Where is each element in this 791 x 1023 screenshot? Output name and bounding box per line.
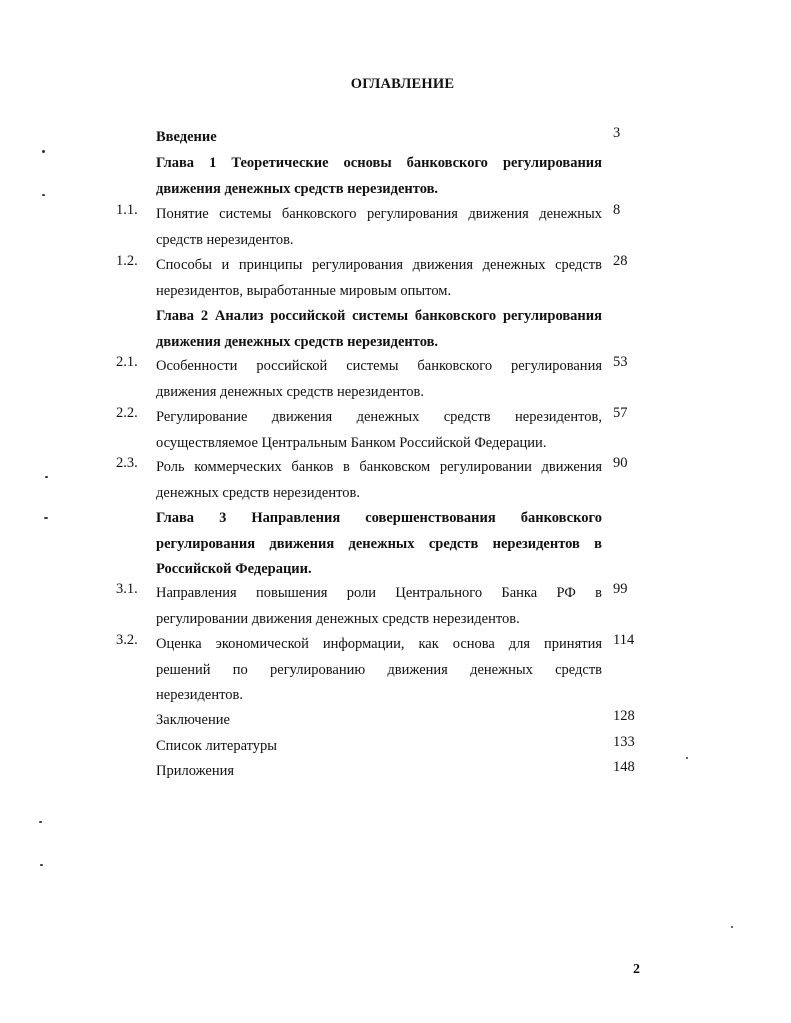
scan-speck xyxy=(40,864,43,866)
toc-entry-page: 128 xyxy=(613,708,635,724)
toc-entry-number: 3.2. xyxy=(116,632,138,648)
toc-entry-title xyxy=(156,708,602,734)
toc-entry-line: Заключение xyxy=(156,712,230,728)
toc-entry-number: 1.1. xyxy=(116,202,138,218)
toc-entry-page: 114 xyxy=(613,632,635,648)
toc-entry-title xyxy=(156,506,602,583)
toc-entry-line: движения денежных средств нерезидентов. xyxy=(156,333,439,350)
toc-entry-line: Глава 3 Направления совершенствования банковского xyxy=(156,510,602,526)
toc-entry-page: 28 xyxy=(613,253,628,269)
toc-entry-line: осуществляемое Центральным Банком Российской Федерации. xyxy=(156,434,547,451)
toc-entry-number: 2.3. xyxy=(116,455,138,471)
toc-entry-title xyxy=(156,455,602,506)
toc-entry-line: Регулирование движения денежных средств нерезидентов, xyxy=(156,409,602,425)
toc-entry-page: 53 xyxy=(613,354,628,370)
toc-entry-number: 3.1. xyxy=(116,581,138,597)
toc-entry-title xyxy=(156,632,602,709)
toc-entry-line: Особенности российской системы банковского регулирования xyxy=(156,358,602,374)
toc-entry-line: Российской Федерации. xyxy=(156,561,312,577)
scan-speck xyxy=(42,194,45,196)
scan-speck xyxy=(39,821,42,823)
toc-entry-title xyxy=(156,304,602,355)
toc-entry-line: регулировании движения денежных средств нерезидентов. xyxy=(156,610,520,627)
toc-entry-title xyxy=(156,354,602,405)
toc-entry-line: движения денежных средств нерезидентов. xyxy=(156,383,425,400)
toc-entry-line: средств нерезидентов. xyxy=(156,231,294,248)
toc-entry-number: 2.2. xyxy=(116,405,138,421)
toc-entry-line: Введение xyxy=(156,129,217,145)
toc-entry-page: 133 xyxy=(613,734,635,750)
scan-speck xyxy=(42,150,45,153)
toc-entry-title xyxy=(156,734,602,760)
scan-speck xyxy=(45,476,48,478)
toc-entry-title xyxy=(156,759,602,785)
toc-entry-line: Роль коммерческих банков в банковском регулировании движения xyxy=(156,459,602,475)
page-title: ОГЛАВЛЕНИЕ xyxy=(350,76,455,92)
toc-entry-line: Оценка экономической информации, как основа для принятия xyxy=(156,636,602,652)
page-number: 2 xyxy=(633,962,640,977)
toc-entry-line: решений по регулированию движения денежных средств xyxy=(156,661,602,678)
toc-entry-title xyxy=(156,405,602,456)
toc-entry-line: регулирования движения денежных средств нерезидентов в xyxy=(156,535,602,552)
toc-entry-page: 99 xyxy=(613,581,628,597)
toc-entry-title xyxy=(156,151,602,202)
toc-entry-title xyxy=(156,253,602,304)
toc-entry-line: Приложения xyxy=(156,763,235,779)
toc-entry-page: 8 xyxy=(613,202,621,218)
scan-speck xyxy=(686,757,688,759)
toc-entry-page: 90 xyxy=(613,455,628,471)
toc-entry-line: движения денежных средств нерезидентов. xyxy=(156,180,439,197)
toc-entry-line: Способы и принципы регулирования движения денежных средств xyxy=(156,257,602,273)
toc-entry-line: нерезидентов. xyxy=(156,687,243,703)
toc-entry-line: Направления повышения роли Центрального Банка РФ в xyxy=(156,585,602,601)
toc-entry-number: 2.1. xyxy=(116,354,138,370)
toc-entry-line: нерезидентов, выработанные мировым опытом. xyxy=(156,282,452,299)
toc-entry-title xyxy=(156,581,602,632)
toc-entry-page: 3 xyxy=(613,125,621,141)
toc-entry-title xyxy=(156,125,602,151)
scan-speck xyxy=(44,517,48,519)
toc-entry-number: 1.2. xyxy=(116,253,138,269)
toc-entry-title xyxy=(156,202,602,253)
scan-speck xyxy=(731,926,733,928)
toc-entry-line: денежных средств нерезидентов. xyxy=(156,484,360,501)
toc-entry-page: 148 xyxy=(613,759,635,775)
toc-entry-line: Глава 2 Анализ российской системы банковского регулирования xyxy=(156,308,602,324)
toc-entry-line: Понятие системы банковского регулирования движения денежных xyxy=(156,206,602,222)
toc-entry-line: Глава 1 Теоретические основы банковского регулирования xyxy=(156,155,602,171)
toc-entry-page: 57 xyxy=(613,405,628,421)
toc-entry-line: Список литературы xyxy=(156,738,278,754)
